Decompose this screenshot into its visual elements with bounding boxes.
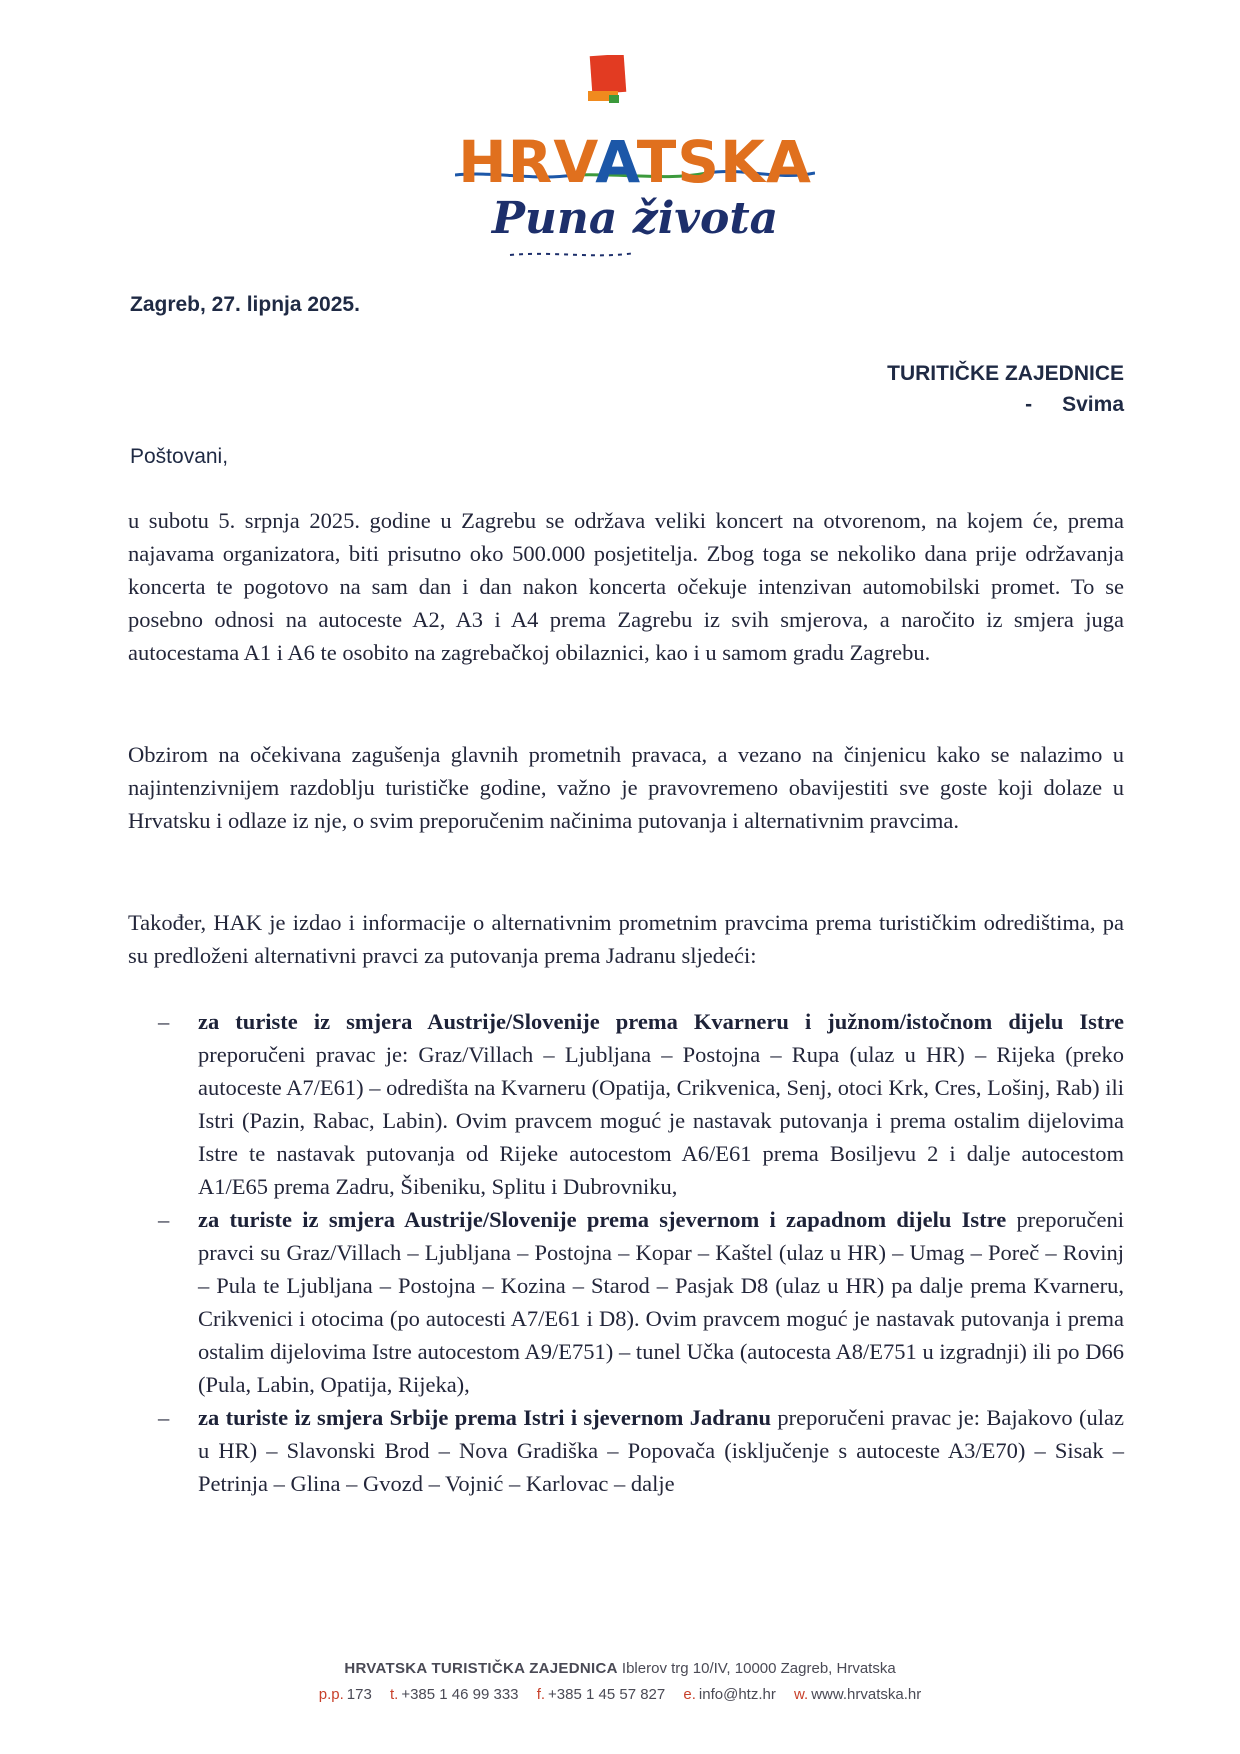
paragraph-3: Također, HAK je izdao i informacije o alternativnim prometnim pravcima prema turističkim odredištima, pa su predloženi alternativni pravci za putovanja prema Jadranu sljedeći: <box>128 910 1124 968</box>
route-heading: za turiste iz smjera Austrije/Slovenije prema sjevernom i zapadnom dijelu Istre <box>198 1207 1007 1232</box>
greeting: Poštovani, <box>130 445 229 468</box>
footer-website[interactable]: www.hrvatska.hr <box>811 1686 922 1703</box>
footer-phone: +385 1 46 99 333 <box>401 1686 519 1703</box>
list-dash: – <box>158 1207 170 1232</box>
paragraph-1: u subotu 5. srpnja 2025. godine u Zagrebu se održava veliki koncert na otvorenom, na kojem će, prema najavama organizatora, biti prisutno oko 500.000 posjetitelja. Zbog toga se nekoliko dana prije održavanja koncerta te pogotovo na sam dan i dan nakon koncerta očekuje intenzivan automobilski promet. To se posebno odnosi na autoceste A2, A3 i A4 prema Zagrebu iz svih smjerova, a naročito iz smjera juga autocestama A1 i A6 te osobito na zagrebačkoj obilaznici, kao i u samom gradu Zagrebu. <box>128 508 1124 665</box>
routes-list <box>128 1005 1124 1500</box>
route-text: preporučeni pravac je: Bajakovo (ulaz u HR) – Slavonski Brod – Nova Gradiška – Popovača (isključenje s autoceste A3/E70) – Sisak – Petrinja – Glina – Gvozd – Vojnić – Karlovac – dalje <box>198 1405 1124 1496</box>
list-item <box>128 1401 1124 1500</box>
footer-e-key: e. <box>683 1686 696 1703</box>
footer-email[interactable]: info@htz.hr <box>698 1686 776 1703</box>
route-text: preporučeni pravac je: Graz/Villach – Ljubljana – Postojna – Rupa (ulaz u HR) – Rijeka (preko autoceste A7/E61) – odredišta na Kvarneru (Opatija, Crikvenica, Senj, otoci Krk, Cres, Lošinj, Rab) ili Istri (Pazin, Rabac, Labin). Ovim pravcem moguć je nastavak putovanja i prema ostalim dijelovima Istre te nastavak putovanja od Rijeke autocestom A6/E61 prema Bosiljevu 2 i dalje autocestom A1/E65 prema Zadru, Šibeniku, Splitu i Dubrovniku, <box>198 1042 1125 1199</box>
route-heading: za turiste iz smjera Austrije/Slovenije prema Kvarneru i južnom/istočnom dijelu Istre <box>198 1009 1124 1034</box>
footer-pp-key: p.p. <box>318 1686 344 1703</box>
route-text: preporučeni pravci su Graz/Villach – Ljubljana – Postojna – Kopar – Kaštel (ulaz u HR) – Umag – Poreč – Rovinj – Pula te Ljubljana – Postojna – Kozina – Starod – Pasjak D8 (ulaz u HR) pa dalje prema Kvarneru, Crikvenici i otocima (po autocesti A7/E61 i D8). Ovim pravcem moguć je nastavak putovanja i prema ostalim dijelovima Istre autocestom A9/E751) – tunel Učka (autocesta A8/E751 u izgradnji) ili po D66 (Pula, Labin, Opatija, Rijeka), <box>198 1207 1124 1397</box>
footer-w-key: w. <box>794 1686 809 1703</box>
recipient-block <box>887 358 1124 420</box>
paragraph-2: Obzirom na očekivana zagušenja glavnih prometnih pravaca, a vezano na činjenicu kako se nalazimo u najintenzivnijem razdoblju turističke godine, važno je pravovremeno obavijestiti sve goste koji dolaze u Hrvatsku i odlaze iz nje, o svim preporučenim načinima putovanja i alternativnim pravcima. <box>128 742 1124 833</box>
hrvatska-logo <box>455 55 815 275</box>
route-heading: za turiste iz smjera Srbije prema Istri i sjevernom Jadranu <box>198 1405 772 1430</box>
logo-wordmark <box>455 128 815 196</box>
list-item <box>128 1005 1124 1203</box>
letter-date: Zagreb, 27. lipnja 2025. <box>130 293 360 316</box>
logo-word-left: HRV <box>458 128 596 196</box>
list-dash: – <box>158 1405 170 1430</box>
footer-line-1 <box>0 1660 1240 1677</box>
recipient-dash: - <box>1025 393 1033 416</box>
recipient-line2: Svima <box>1062 393 1124 416</box>
footer-pp-val: 173 <box>346 1686 372 1703</box>
footer-t-key: t. <box>389 1686 399 1703</box>
recipient-line1: TURITIČKE ZAJEDNICE <box>887 362 1124 385</box>
logo-tagline: Puna života <box>491 193 779 244</box>
footer-address: Iblerov trg 10/IV, 10000 Zagreb, Hrvatska <box>621 1660 896 1677</box>
footer-line-2 <box>0 1686 1240 1703</box>
logo-word-mid: A <box>595 128 637 196</box>
recipient-line2-wrap <box>887 389 1124 420</box>
list-dash: – <box>158 1009 170 1034</box>
footer-f-key: f. <box>536 1686 546 1703</box>
footer-fax: +385 1 45 57 827 <box>548 1686 666 1703</box>
list-item <box>128 1203 1124 1401</box>
footer-org: HRVATSKA TURISTIČKA ZAJEDNICA <box>344 1660 618 1677</box>
logo-word-right: TSKA <box>636 128 812 196</box>
